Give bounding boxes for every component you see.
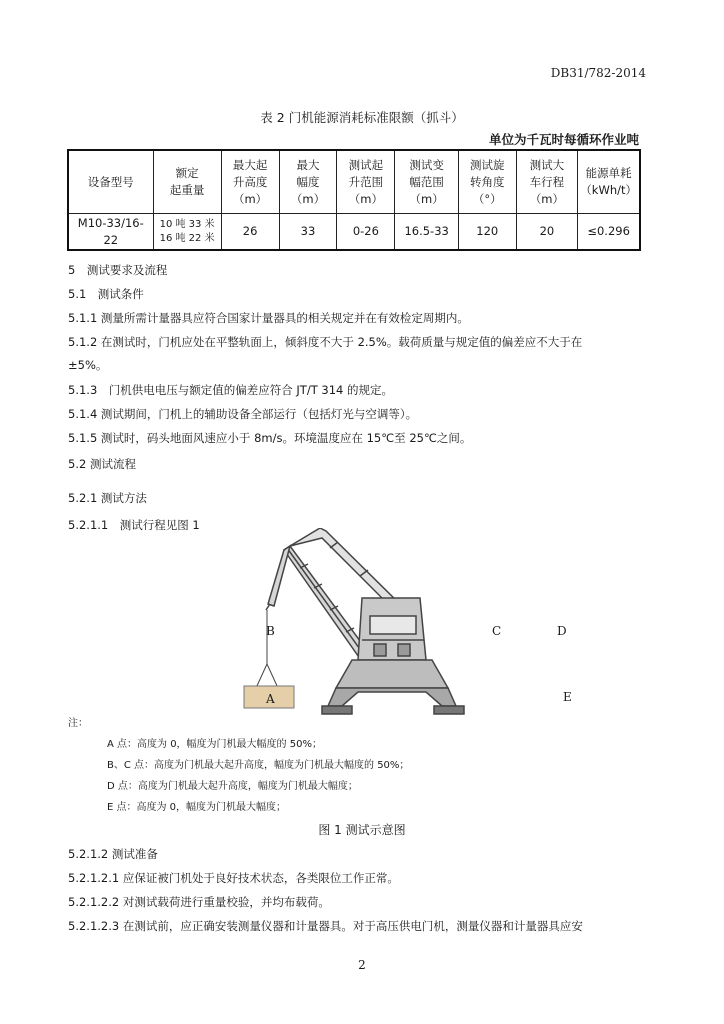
cell-luff-range: 16.5-33 bbox=[395, 214, 459, 251]
cell-energy: ≤0.296 bbox=[578, 214, 640, 251]
point-d-label: D bbox=[557, 624, 567, 638]
point-a-label: A bbox=[266, 692, 275, 706]
header-slew-angle: 测试旋 转角度 （°） bbox=[458, 150, 516, 214]
header-max-radius: 最大 幅度 （m） bbox=[279, 150, 337, 214]
section-5-2-heading: 5.2 测试流程 bbox=[68, 457, 136, 471]
header-model: 设备型号 bbox=[68, 150, 153, 214]
table-row bbox=[68, 214, 640, 251]
table-caption: 表 2 门机能源消耗标准限额（抓斗） bbox=[260, 110, 464, 125]
energy-limit-table bbox=[67, 149, 641, 251]
point-b-label: B bbox=[266, 624, 275, 638]
header-energy: 能源单耗 （kWh/t） bbox=[578, 150, 640, 214]
paragraph-5-2-1-2-3: 5.2.1.2.3 在测试前，应正确安装测量仪器和计量器具。对于高压供电门机，测量仪器和计量器具应安 bbox=[68, 919, 583, 933]
standard-number: DB31/782-2014 bbox=[550, 66, 646, 80]
header-luff-range: 测试变 幅范围 （m） bbox=[395, 150, 459, 214]
paragraph-5-2-1-2-2: 5.2.1.2.2 对测试载荷进行重量校验，并均布载荷。 bbox=[68, 895, 330, 909]
table-unit-note: 单位为千瓦时每循环作业吨 bbox=[488, 132, 639, 147]
crane-test-diagram bbox=[230, 528, 530, 716]
figure-caption: 图 1 测试示意图 bbox=[318, 823, 406, 837]
section-5-2-1-2-heading: 5.2.1.2 测试准备 bbox=[68, 847, 158, 861]
paragraph-5-1-4: 5.1.4 测试期间，门机上的辅助设备全部运行（包括灯光与空调等）。 bbox=[68, 407, 418, 421]
paragraph-5-2-1-2-1: 5.2.1.2.1 应保证被门机处于良好技术状态，各类限位工作正常。 bbox=[68, 871, 399, 885]
figure-note-a: A 点：高度为 0，幅度为门机最大幅度的 50%； bbox=[107, 739, 322, 750]
paragraph-5-1-2: 5.1.2 在测试时，门机应处在平整轨面上，倾斜度不大于 2.5%。载荷质量与规定值的偏差应不大于在 bbox=[68, 335, 583, 349]
section-5-2-1-heading: 5.2.1 测试方法 bbox=[68, 491, 147, 505]
section-5-2-1-1-heading: 5.2.1.1 测试行程见图 1 bbox=[68, 518, 200, 532]
cell-lift-range: 0-26 bbox=[337, 214, 395, 251]
page-number: 2 bbox=[358, 958, 366, 972]
section-5-heading: 5 测试要求及流程 bbox=[68, 263, 168, 277]
section-5-1-heading: 5.1 测试条件 bbox=[68, 287, 144, 301]
figure-note-title: 注： bbox=[68, 718, 88, 729]
header-max-lift: 最大起 升高度 （m） bbox=[221, 150, 279, 214]
cell-model: M10-33/16-22 bbox=[68, 214, 153, 251]
paragraph-5-1-2-cont: ±5%。 bbox=[68, 358, 108, 372]
cell-max-lift: 26 bbox=[221, 214, 279, 251]
cell-travel: 20 bbox=[516, 214, 578, 251]
header-travel: 测试大 车行程 （m） bbox=[516, 150, 578, 214]
point-e-label: E bbox=[563, 690, 572, 704]
table-header-row bbox=[68, 150, 640, 214]
header-lift-range: 测试起 升范围 （m） bbox=[337, 150, 395, 214]
figure-note-bc: B、C 点：高度为门机最大起升高度，幅度为门机最大幅度的 50%； bbox=[107, 760, 410, 771]
figure-note-d: D 点：高度为门机最大起升高度，幅度为门机最大幅度； bbox=[107, 781, 358, 792]
paragraph-5-1-1: 5.1.1 测量所需计量器具应符合国家计量器具的相关规定并在有效检定周期内。 bbox=[68, 311, 469, 325]
cell-max-radius: 33 bbox=[279, 214, 337, 251]
paragraph-5-1-5: 5.1.5 测试时，码头地面风速应小于 8m/s。环境温度应在 15℃至 25℃之间。 bbox=[68, 431, 472, 445]
point-c-label: C bbox=[492, 624, 502, 638]
paragraph-5-1-3: 5.1.3 门机供电电压与额定值的偏差应符合 JT/T 314 的规定。 bbox=[68, 383, 393, 397]
header-capacity: 额定 起重量 bbox=[153, 150, 221, 214]
cell-slew-angle: 120 bbox=[458, 214, 516, 251]
cell-capacity: 10 吨 33 米 16 吨 22 米 bbox=[153, 214, 221, 251]
figure-note-e: E 点：高度为 0，幅度为门机最大幅度； bbox=[107, 802, 287, 813]
